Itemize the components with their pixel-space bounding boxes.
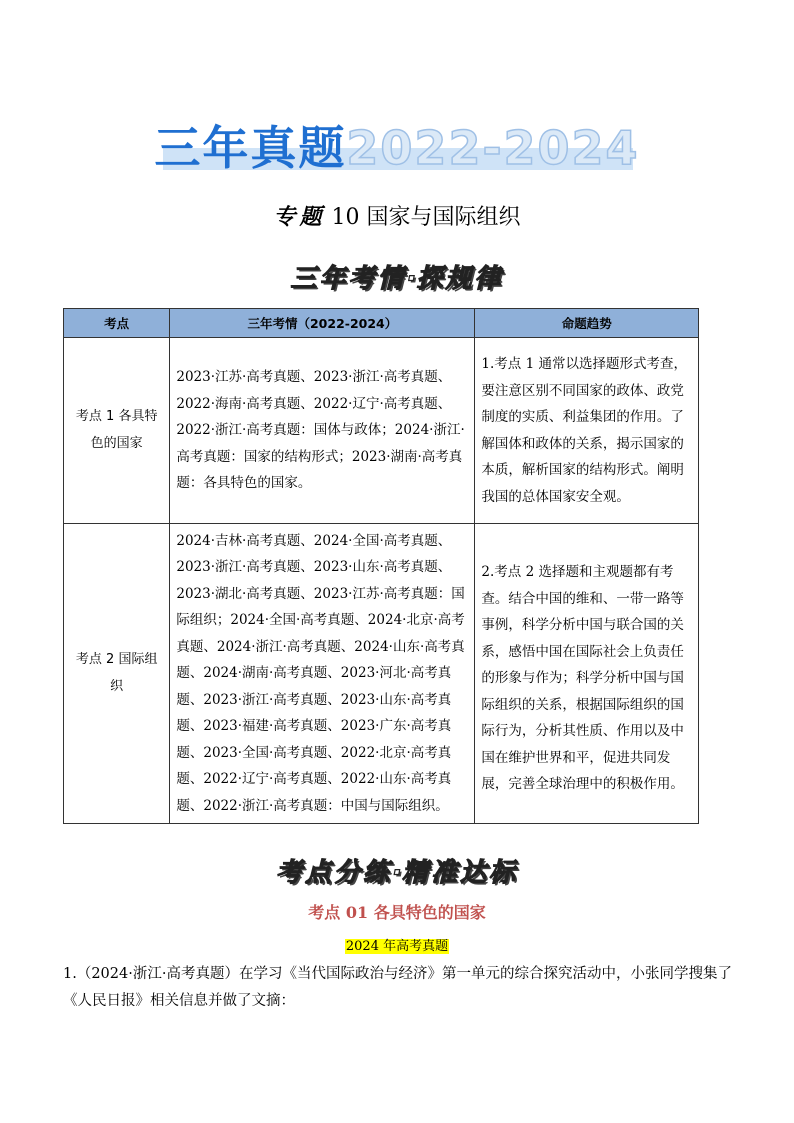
- document-title-lead: 专题: [273, 204, 326, 230]
- section-heading-part-a: 考点分练: [276, 858, 393, 888]
- section-heading-exam-overview: [0, 258, 794, 295]
- section-heading-dot: ·: [406, 264, 417, 294]
- banner-title-years: 2022-2024: [346, 121, 640, 175]
- history-cell: 2023·江苏·高考真题、2023·浙江·高考真题、2022·海南·高考真题、2022·辽宁·高考真题、2022·浙江·高考真题：国体与政体；2024·浙江·高考真题：国家的结构形式；2023·湖南·高考真题：各具特色的国家。: [170, 338, 475, 524]
- trend-cell: 2.考点 2 选择题和主观题都有考查。结合中国的维和、一带一路等事例，科学分析中国与联合国的关系，感悟中国在国际社会上负责任的形象与作为；科学分析中国与国际组织的关系，根据国际组织的国际行为，分析其性质、作用以及中国在维护世界和平，促进共同发展，完善全球治理中的积极作用。: [475, 524, 699, 824]
- topic-cell: 考点 2 国际组织: [64, 524, 170, 824]
- document-title-text: 10 国家与国际组织: [331, 205, 521, 230]
- year-label: [0, 935, 794, 954]
- table-row: [64, 524, 699, 824]
- banner-title-cn: 三年真题: [154, 121, 347, 175]
- section-heading-part-b: 精准达标: [401, 858, 518, 888]
- header-trend: 命题趋势: [475, 309, 699, 338]
- header-topic: 考点: [64, 309, 170, 338]
- topic-cell: 考点 1 各具特色的国家: [64, 338, 170, 524]
- section-heading-dot: ·: [392, 858, 402, 888]
- history-cell: 2024·吉林·高考真题、2024·全国·高考真题、2023·浙江·高考真题、2023·山东·高考真题、2023·湖北·高考真题、2023·江苏·高考真题：国际组织；2024·全国·高考真题、2024·北京·高考真题、2024·浙江·高考真题、2024·山东·高考真题、2024·湖南·高考真题、2023·河北·高考真题、2023·浙江·高考真题、2023·山东·高考真题、2023·福建·高考真题、2023·广东·高考真题、2023·全国·高考真题、2022·北京·高考真题、2022·辽宁·高考真题、2022·山东·高考真题、2022·浙江·高考真题：中国与国际组织。: [170, 524, 475, 824]
- table-row: [64, 338, 699, 524]
- table-header-row: [64, 309, 699, 338]
- banner-title: [0, 118, 794, 178]
- year-label-highlight: 2024 年高考真题: [345, 939, 449, 954]
- section-heading-practice: [0, 852, 794, 889]
- section-heading-part-a: 三年考情: [290, 264, 407, 294]
- question-1: 1.（2024·浙江·高考真题）在学习《当代国际政治与经济》第一单元的综合探究活动中，小张同学搜集了《人民日报》相关信息并做了文摘：: [63, 966, 732, 1009]
- kp01-title: 考点 01 各具特色的国家: [308, 903, 486, 922]
- section-heading-part-b: 探规律: [416, 264, 504, 294]
- trend-cell: 1.考点 1 通常以选择题形式考查，要注意区别不同国家的政体、政党制度的实质、利益集团的作用。了解国体和政体的关系，揭示国家的本质，解析国家的结构形式。阐明我国的总体国家安全观。: [475, 338, 699, 524]
- header-history: 三年考情（2022-2024）: [170, 309, 475, 338]
- exam-overview-table: [63, 308, 699, 824]
- document-title: [0, 200, 794, 231]
